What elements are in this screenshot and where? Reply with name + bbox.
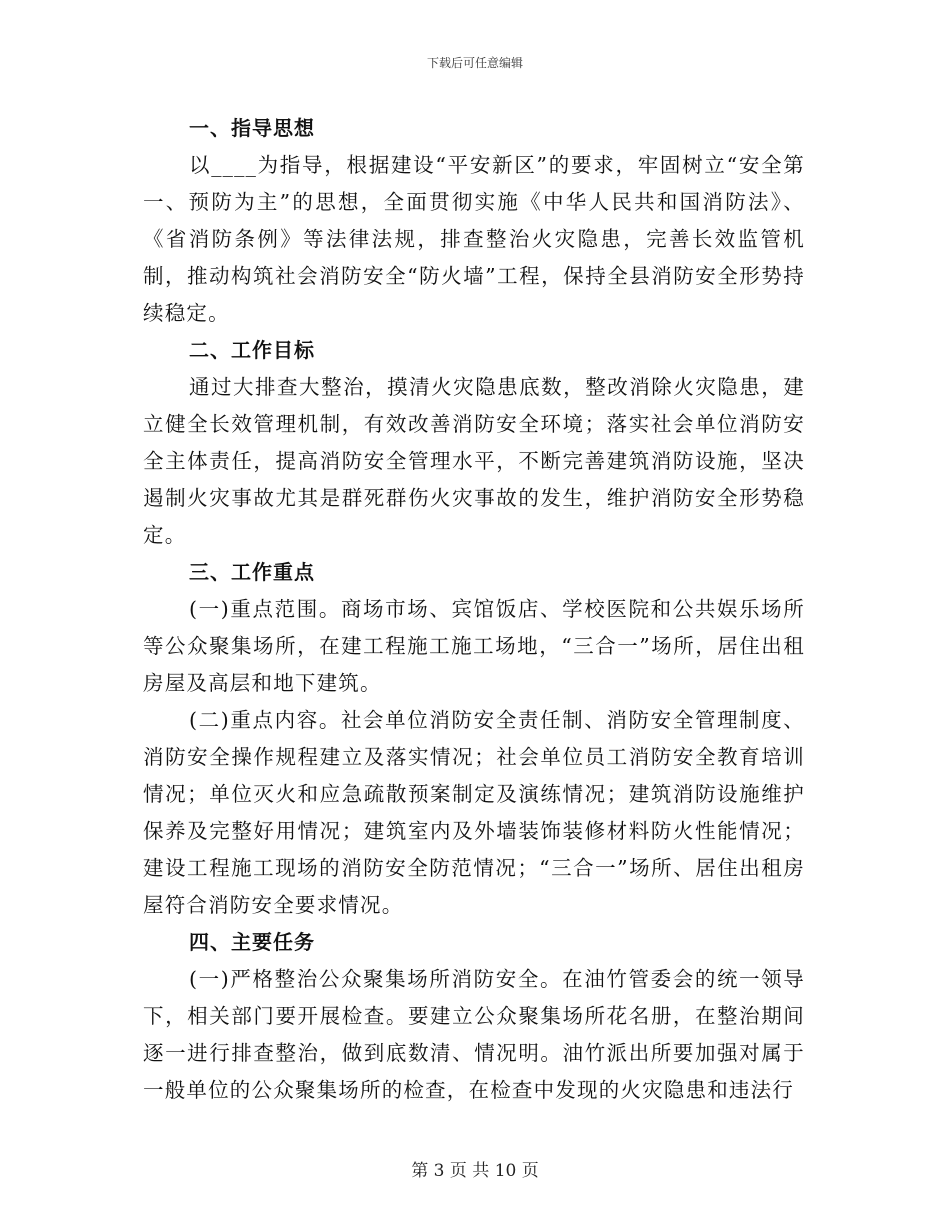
document-body [143,110,805,1109]
section-heading-work-goals: 二、工作目标 [189,338,315,362]
section-heading-work-focus: 三、工作重点 [189,560,315,584]
page-header-note: 下载后可任意编辑 [426,56,523,70]
page-number-footer: 第 3 页 共 10 页 [411,1161,539,1181]
paragraph-focus-scope: (一)重点范围。商场市场、宾馆饭店、学校医院和公共娱乐场所等公众聚集场所，在建工程施工施工场地，“三合一”场所，居住出租房屋及高层和地下建筑。 [143,597,805,695]
section-heading-guiding-thought: 一、指导思想 [189,116,315,140]
paragraph-guiding-thought: 以____为指导，根据建设“平安新区”的要求，牢固树立“安全第一、预防为主”的思想，全面贯彻实施《中华人民共和国消防法》、《省消防条例》等法律法规，排查整治火灾隐患，完善长效监管机制，推动构筑社会消防安全“防火墙”工程，保持全县消防安全形势持续稳定。 [143,153,805,325]
paragraph-work-goals: 通过大排查大整治，摸清火灾隐患底数，整改消除火灾隐患，建立健全长效管理机制，有效改善消防安全环境；落实社会单位消防安全主体责任，提高消防安全管理水平，不断完善建筑消防设施，坚决遏制火灾事故尤其是群死群伤火灾事故的发生，维护消防安全形势稳定。 [143,375,805,547]
paragraph-main-tasks: (一)严格整治公众聚集场所消防安全。在油竹管委会的统一领导下，相关部门要开展检查。要建立公众聚集场所花名册，在整治期间逐一进行排查整治，做到底数清、情况明。油竹派出所要加强对属于一般单位的公众聚集场所的检查，在检查中发现的火灾隐患和违法行 [143,967,805,1102]
section-heading-main-tasks: 四、主要任务 [189,930,315,954]
paragraph-focus-content: (二)重点内容。社会单位消防安全责任制、消防安全管理制度、消防安全操作规程建立及落实情况；社会单位员工消防安全教育培训情况；单位灭火和应急疏散预案制定及演练情况；建筑消防设施维护保养及完整好用情况；建筑室内及外墙装饰装修材料防火性能情况；建设工程施工现场的消防安全防范情况；“三合一”场所、居住出租房屋符合消防安全要求情况。 [143,708,805,917]
